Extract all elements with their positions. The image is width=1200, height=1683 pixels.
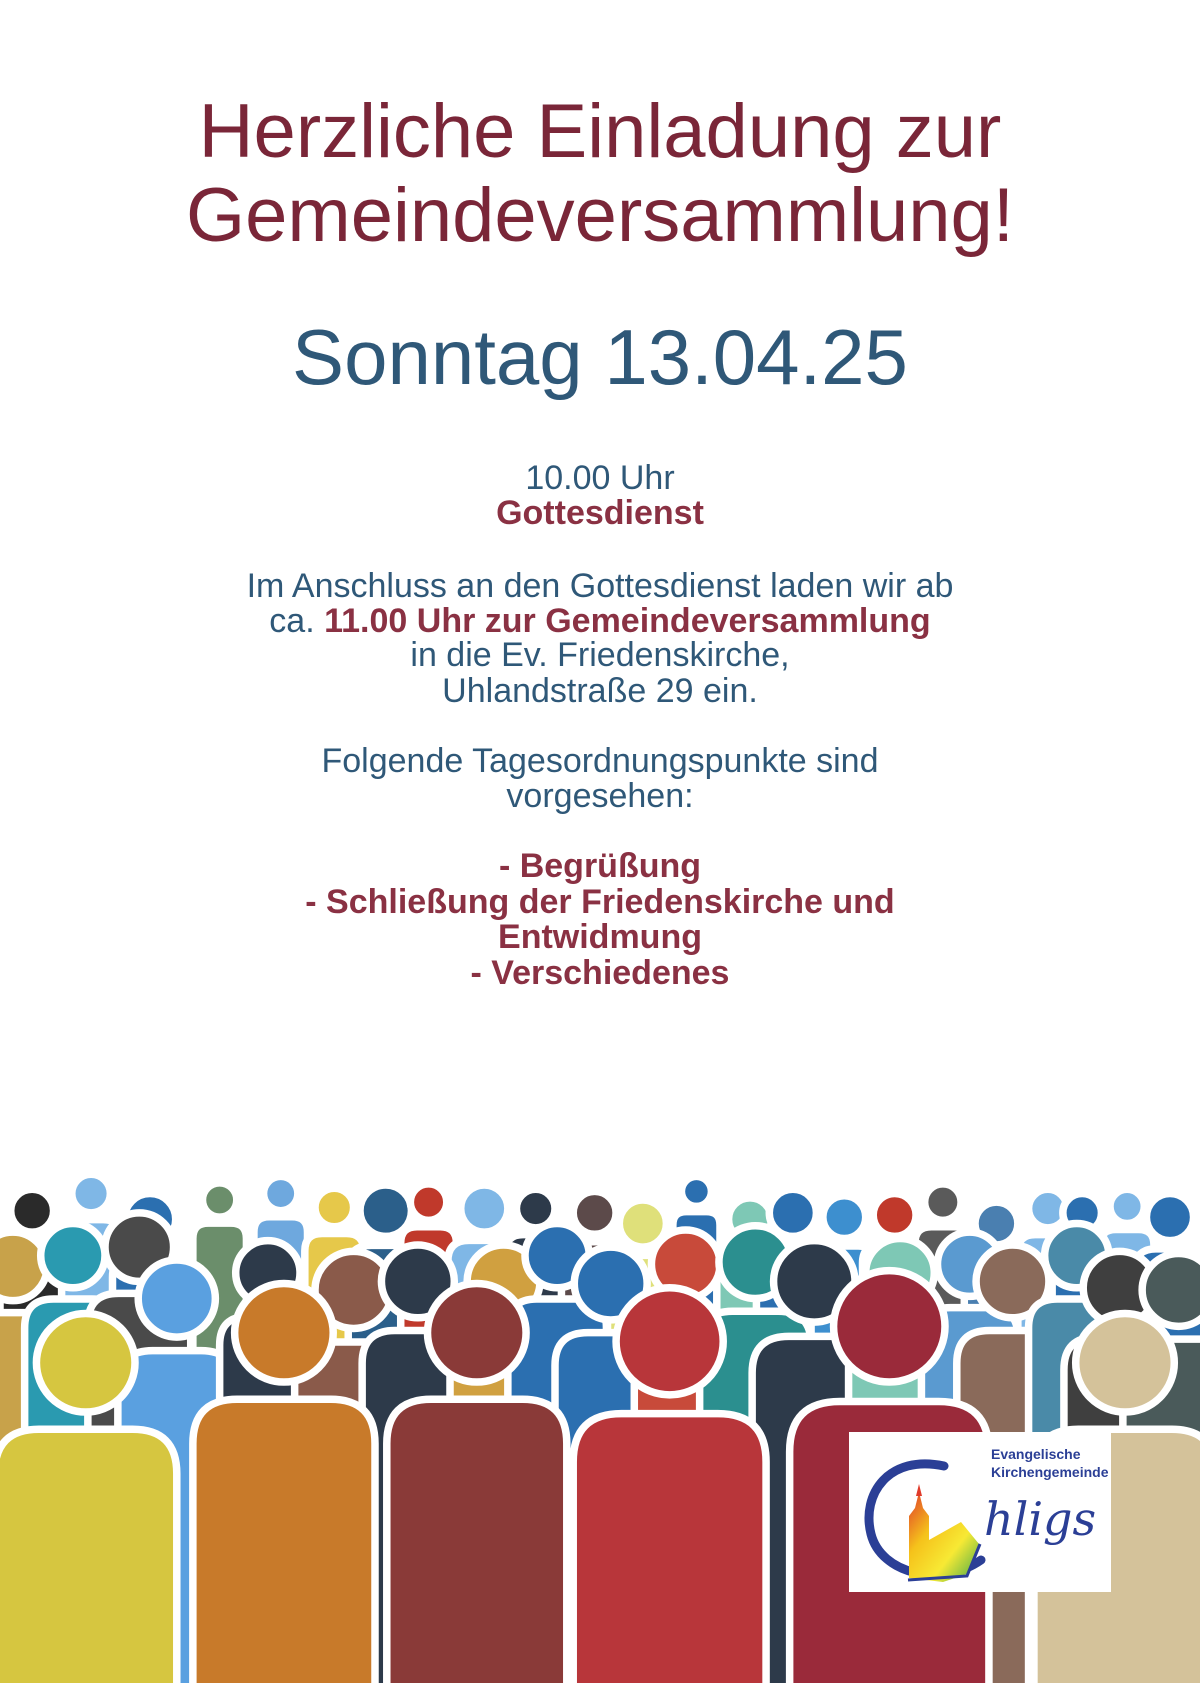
invitation-line-1: Im Anschluss an den Gottesdienst laden wir ab xyxy=(246,567,954,605)
agenda-intro-line-2: vorgesehen: xyxy=(506,777,694,815)
title-line-1: Herzliche Einladung zur xyxy=(198,89,1002,174)
agenda-item: - Schließung der Friedenskirche und xyxy=(305,883,895,921)
logo-wordmark: hligs xyxy=(984,1492,1097,1546)
service-time: 10.00 Uhr xyxy=(525,459,675,497)
event-date: Sonntag 13.04.25 xyxy=(292,313,908,401)
service-label: Gottesdienst xyxy=(496,494,704,532)
agenda-item: - Verschiedenes xyxy=(470,954,730,992)
title-line-2: Gemeindeversammlung! xyxy=(186,173,1014,258)
invitation-line-4: Uhlandstraße 29 ein. xyxy=(442,672,758,710)
invitation-line-2-prefix: ca. xyxy=(269,602,315,640)
agenda-item: Entwidmung xyxy=(498,918,702,956)
crowd-illustration xyxy=(0,1170,1200,1683)
agenda-item: - Begrüßung xyxy=(498,847,702,885)
agenda-intro-line-1: Folgende Tagesordnungspunkte sind xyxy=(321,742,879,780)
logo-text-line-1: Evangelische xyxy=(991,1446,1081,1462)
invitation-line-2 xyxy=(0,603,1200,639)
invitation-line-3: in die Ev. Friedenskirche, xyxy=(410,636,790,674)
logo-text-line-2: Kirchengemeinde xyxy=(991,1464,1109,1480)
church-logo xyxy=(849,1432,1111,1592)
invitation-line-2-bold: 11.00 Uhr zur Gemeindeversammlung xyxy=(324,602,931,640)
